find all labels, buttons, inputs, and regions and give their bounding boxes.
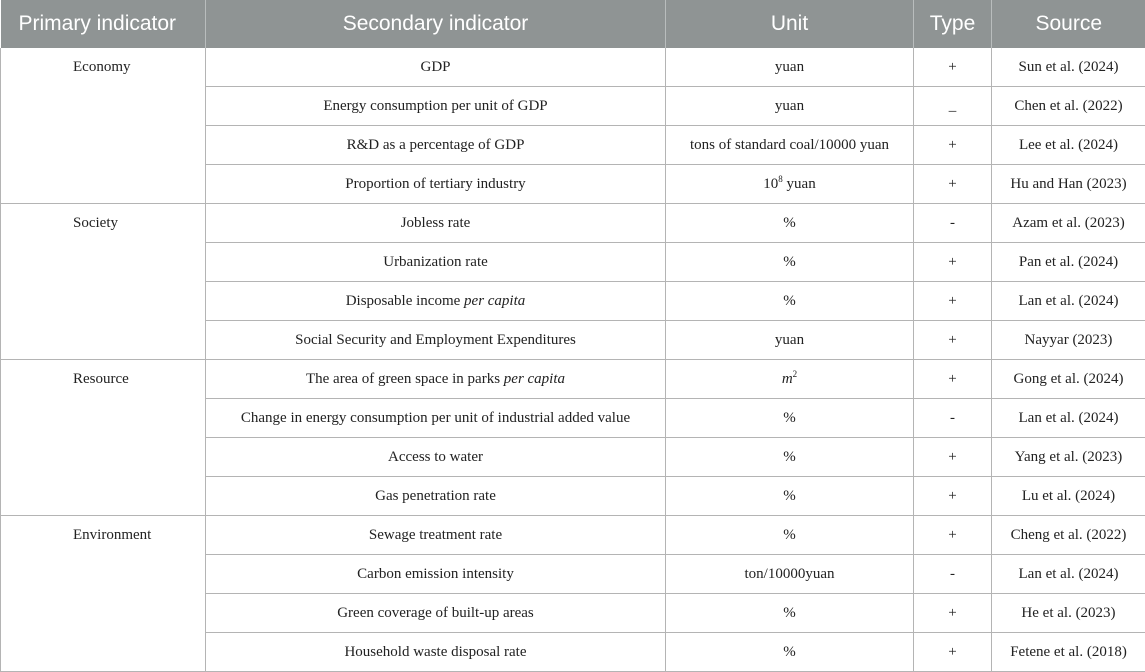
- type-cell: +: [914, 633, 992, 672]
- secondary-indicator-emphasis: per capita: [504, 371, 565, 387]
- source-cell: Nayyar (2023): [992, 321, 1145, 360]
- type-cell: -: [914, 204, 992, 243]
- header-type: Type: [914, 0, 992, 48]
- unit-cell: %: [666, 594, 914, 633]
- source-cell: Pan et al. (2024): [992, 243, 1145, 282]
- unit-cell: %: [666, 516, 914, 555]
- type-cell: +: [914, 48, 992, 87]
- source-cell: Cheng et al. (2022): [992, 516, 1145, 555]
- header-unit: Unit: [666, 0, 914, 48]
- primary-indicator-cell: Environment: [1, 516, 206, 672]
- type-cell: -: [914, 399, 992, 438]
- secondary-indicator-cell: GDP: [206, 48, 666, 87]
- source-cell: Lu et al. (2024): [992, 477, 1145, 516]
- secondary-indicator-cell: Carbon emission intensity: [206, 555, 666, 594]
- unit-base: m: [782, 371, 793, 387]
- type-cell: +: [914, 477, 992, 516]
- secondary-indicator-cell: Change in energy consumption per unit of industrial added value: [206, 399, 666, 438]
- type-cell: +: [914, 594, 992, 633]
- source-cell: Lan et al. (2024): [992, 282, 1145, 321]
- unit-cell: %: [666, 243, 914, 282]
- unit-cell: $10^8$ yuan: [666, 165, 914, 204]
- source-cell: He et al. (2023): [992, 594, 1145, 633]
- secondary-indicator-cell: Sewage treatment rate: [206, 516, 666, 555]
- source-cell: Lan et al. (2024): [992, 399, 1145, 438]
- type-cell: +: [914, 165, 992, 204]
- header-source: Source: [992, 0, 1145, 48]
- type-cell: -: [914, 555, 992, 594]
- header-primary: Primary indicator: [1, 0, 206, 48]
- type-cell: +: [914, 516, 992, 555]
- unit-cell: yuan: [666, 87, 914, 126]
- secondary-indicator-cell: Gas penetration rate: [206, 477, 666, 516]
- secondary-indicator-cell: Energy consumption per unit of GDP: [206, 87, 666, 126]
- secondary-indicator-cell: Social Security and Employment Expenditures: [206, 321, 666, 360]
- source-cell: Lan et al. (2024): [992, 555, 1145, 594]
- source-cell: Azam et al. (2023): [992, 204, 1145, 243]
- type-cell: +: [914, 360, 992, 399]
- unit-cell: %: [666, 399, 914, 438]
- type-cell: +: [914, 243, 992, 282]
- secondary-indicator-cell: Jobless rate: [206, 204, 666, 243]
- source-cell: Yang et al. (2023): [992, 438, 1145, 477]
- secondary-indicator-cell: Access to water: [206, 438, 666, 477]
- primary-indicator-cell: Society: [1, 204, 206, 360]
- unit-cell: tons of standard coal/10000 yuan: [666, 126, 914, 165]
- secondary-indicator-cell: R&D as a percentage of GDP: [206, 126, 666, 165]
- type-cell: +: [914, 321, 992, 360]
- source-cell: Gong et al. (2024): [992, 360, 1145, 399]
- unit-cell: yuan: [666, 48, 914, 87]
- source-cell: Hu and Han (2023): [992, 165, 1145, 204]
- secondary-indicator-cell: Disposable income per capita: [206, 282, 666, 321]
- type-cell: +: [914, 126, 992, 165]
- source-cell: Lee et al. (2024): [992, 126, 1145, 165]
- source-cell: Fetene et al. (2018): [992, 633, 1145, 672]
- primary-indicator-cell: Economy: [1, 48, 206, 204]
- unit-cell: %: [666, 282, 914, 321]
- header-secondary: Secondary indicator: [206, 0, 666, 48]
- secondary-indicator-cell: Green coverage of built-up areas: [206, 594, 666, 633]
- source-cell: Chen et al. (2022): [992, 87, 1145, 126]
- unit-cell: yuan: [666, 321, 914, 360]
- secondary-indicator-cell: The area of green space in parks per capita: [206, 360, 666, 399]
- unit-cell: %: [666, 633, 914, 672]
- secondary-indicator-cell: Urbanization rate: [206, 243, 666, 282]
- table-row: [1, 360, 1145, 399]
- type-cell: +: [914, 438, 992, 477]
- unit-cell: [666, 360, 914, 399]
- type-cell: _: [914, 87, 992, 126]
- type-cell: +: [914, 282, 992, 321]
- table-row: [1, 204, 1145, 243]
- unit-superscript: 2: [793, 369, 798, 379]
- unit-cell: ton/10000yuan: [666, 555, 914, 594]
- unit-base: 10: [763, 176, 778, 192]
- table-row: [1, 48, 1145, 87]
- unit-cell: %: [666, 477, 914, 516]
- secondary-indicator-cell: Proportion of tertiary industry: [206, 165, 666, 204]
- header-row: [1, 0, 1145, 48]
- table-row: [1, 516, 1145, 555]
- unit-superscript: 8: [778, 174, 783, 184]
- secondary-indicator-cell: Household waste disposal rate: [206, 633, 666, 672]
- primary-indicator-cell: Resource: [1, 360, 206, 516]
- secondary-indicator-emphasis: per capita: [464, 293, 525, 309]
- unit-cell: %: [666, 438, 914, 477]
- source-cell: Sun et al. (2024): [992, 48, 1145, 87]
- unit-cell: %: [666, 204, 914, 243]
